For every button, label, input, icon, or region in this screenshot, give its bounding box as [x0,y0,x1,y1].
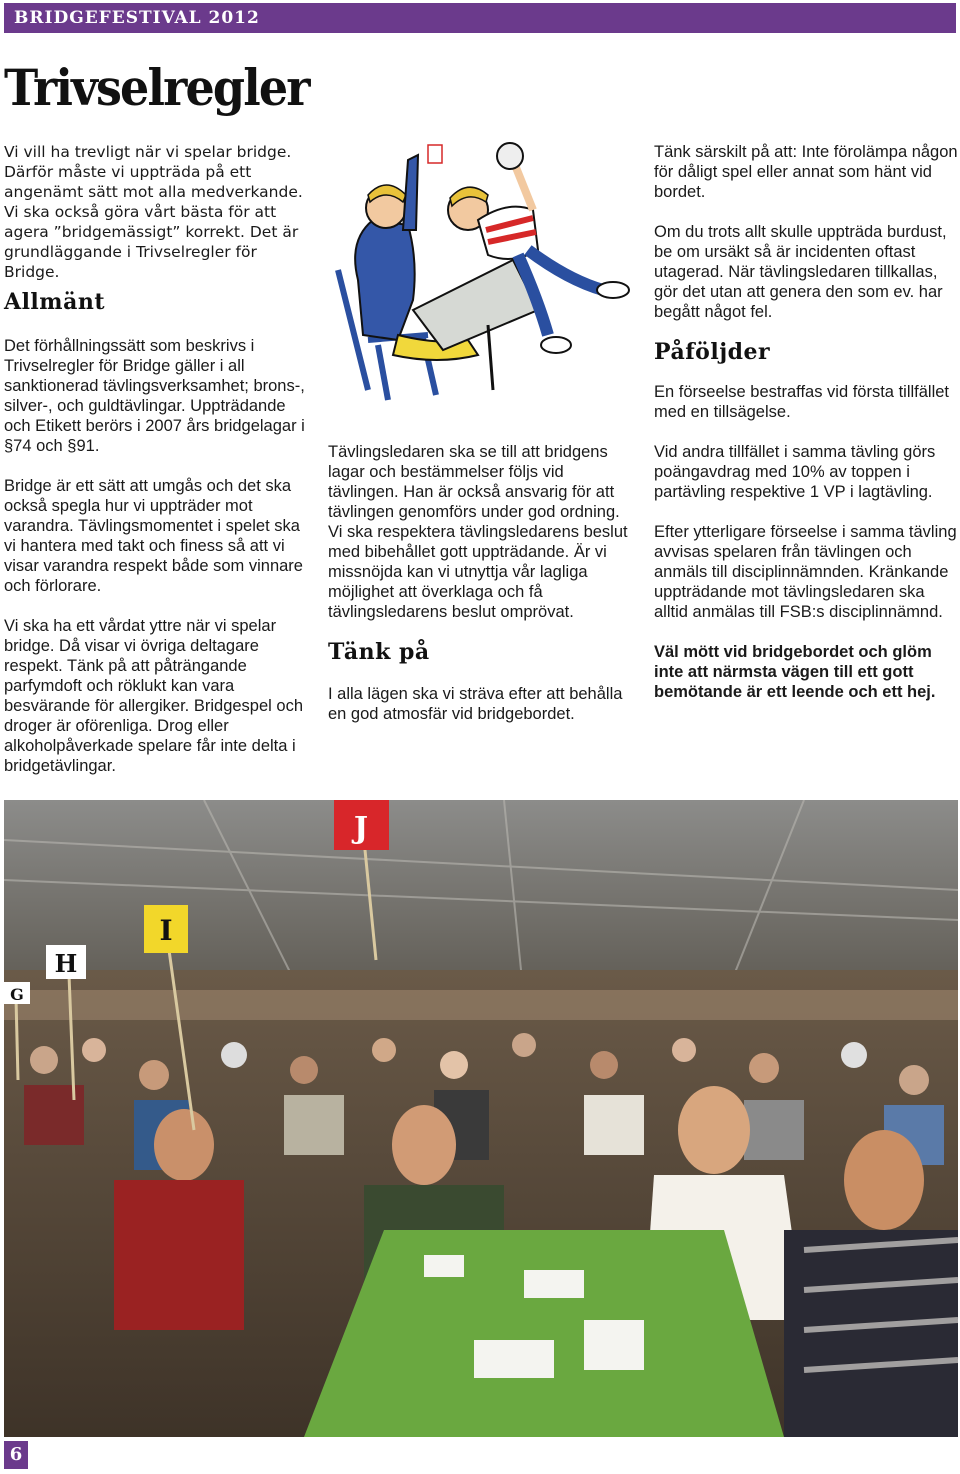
paragraph: En förseelse bestraffas vid första tillfället med en tillsägelse. [654,383,950,421]
card-shape [428,145,442,163]
paragraph: Vi ska ha ett vårdat yttre när vi spelar bridge. Då visar vi övriga deltagare respekt. Tänk på att påträngande parfymdoft och röklukt kan vara besvärande för allergiker. Bridgespel och droger är oförenliga. Drog eller alkoholpåverkade spelare får inte delta i bridgetävlingar. [4,617,304,775]
paragraph: I alla lägen ska vi sträva efter att behålla en god atmosfär vid bridgebordet. [328,685,623,723]
intro-text: Vi vill ha trevligt när vi spelar bridge. Därför måste vi uppträda på ett angenämt sätt mot alla medverkande. Vi ska också göra vårt bästa för att agera ”bridgemässigt” korrekt. Det är grundläggande i Trivselregler för Bridge. [4,143,303,281]
paragraph: Bridge är ett sätt att umgås och det ska också spegla hur vi uppträder mot varandra. Tävlingsmomentet i spelet ska vi hantera med takt och finess så att vi visar varandra respekt både som vinnare och förlorare. [4,477,303,595]
paragraph: Efter ytterligare förseelse i samma tävling avvisas spelaren från tävlingen och anmäls till disciplinnämnden. Kränkande uppträdande mot tävlingsledaren ska alltid anmälas till FSB:s disciplinnämnd. [654,523,957,621]
section-heading-paforljder: Påföljder [654,339,771,365]
paragraph: Vid andra tillfället i samma tävling görs poängavdrag med 10% av toppen i partävling respektive 1 VP i lagtävling. [654,443,936,501]
paragraph: Det förhållningssätt som beskrivs i Trivselregler för Bridge gäller i all sanktionerad tävlingsverksamhet; brons-, silver-, och guldtävlingar. Uppträdande och Etikett berörs i 2007 års bridgelagar i §74 och §91. [4,337,305,455]
svg-text:H: H [54,949,78,978]
svg-text:G: G [10,985,24,1004]
green-table [304,1230,784,1437]
bridge-hall-photo [4,800,958,1437]
svg-text:J: J [353,811,369,846]
section-heading-allmant: Allmänt [4,289,105,315]
header-banner [4,3,956,33]
column-1 [4,142,309,796]
page-title: Trivselregler [4,58,309,117]
column-3 [654,142,958,722]
paragraph: Om du trots allt skulle uppträda burdust, be om ursäkt så är incidenten oftast utagerad. När tävlingsledaren tillkallas, gör det utan att genera den som ev. har begått något fel. [654,223,947,321]
paragraph: Tänk särskilt på att: Inte förolämpa någon för dåligt spel eller annat som hänt vid bordet. [654,143,958,201]
paragraph: Tävlingsledaren ska se till att bridgens lagar och bestämmelser följs vid tävlingen. Han är också ansvarig för att tävlingen genomförs under god ordning. Vi ska respektera tävlingsledarens beslut med bibehållet gott uppträdande. Är vi missnöjda kan vi utnyttja vår lagliga möjlighet att överklaga och få tävlingsledarens beslut omprövat. [328,443,628,621]
closing-text: Väl mött vid bridgebordet och glöm inte att närmsta vägen till ett gott bemötande är ett leende och ett hej. [654,643,936,701]
section-heading-tank-pa: Tänk på [328,639,430,665]
page-number: 6 [9,1444,23,1465]
header-title: BRIDGEFESTIVAL 2012 [14,8,260,28]
column-2 [328,442,628,744]
cartoon-illustration [318,140,640,430]
svg-text:I: I [159,914,173,947]
page-number-box [4,1441,28,1469]
table-shape [413,260,538,350]
